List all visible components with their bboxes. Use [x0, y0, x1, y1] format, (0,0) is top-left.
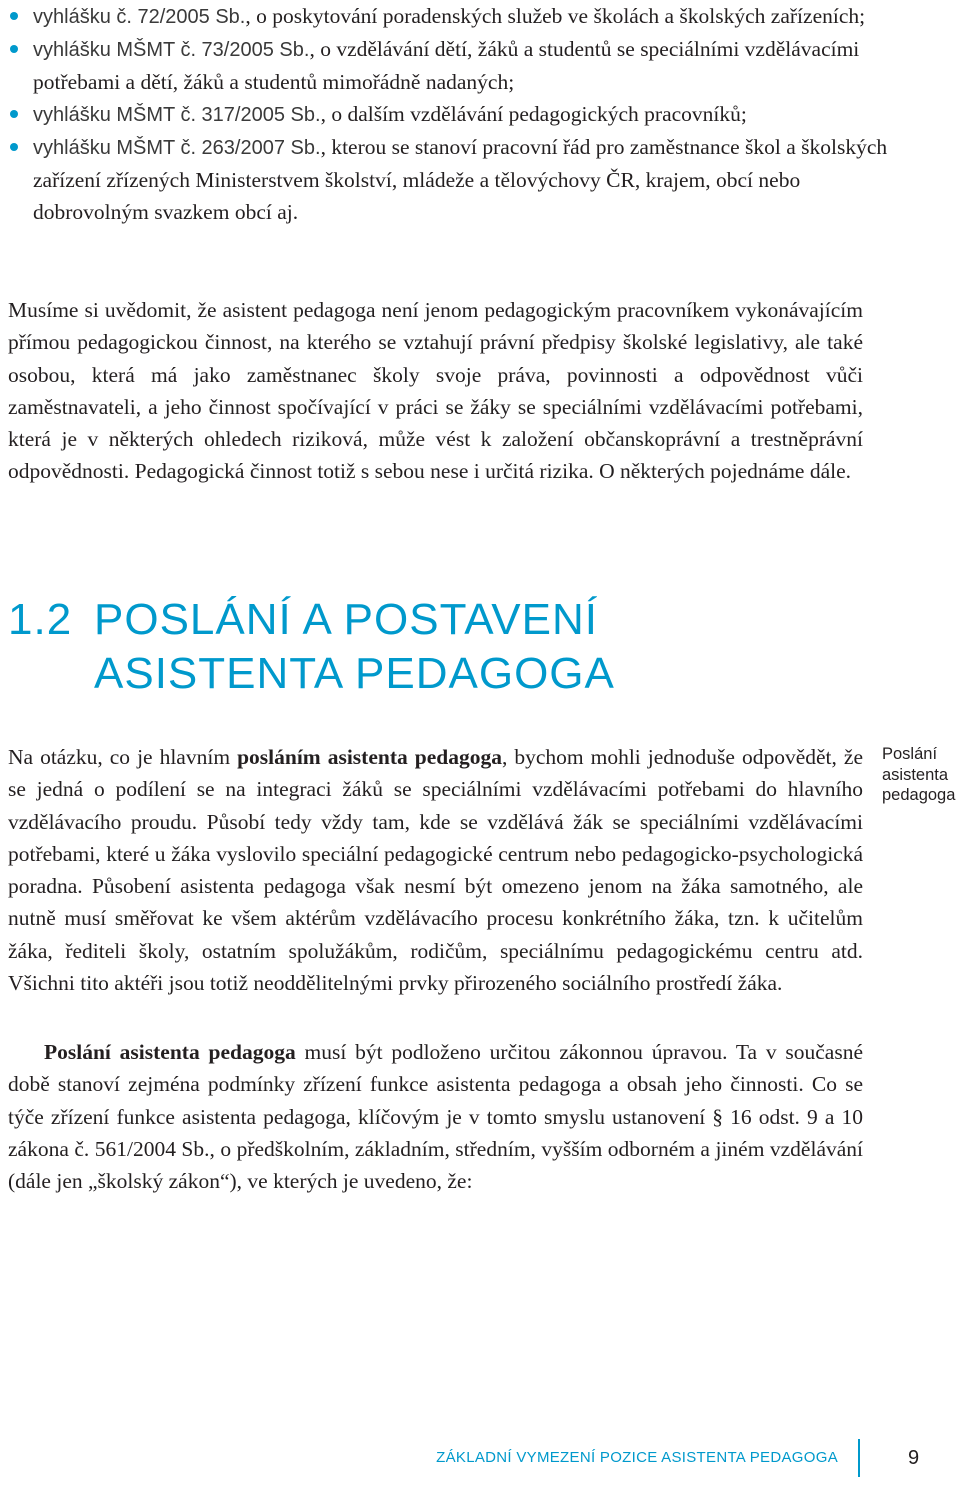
- paragraph-text: musí být podloženo určitou zákonnou úpravou. Ta v současné době stanoví zejména podmínky zřízení funkce asistenta pedagoga a obsah jeho činnosti. Co se týče zřízení funkce asistenta pedagoga, klíčovým je v tomto smyslu ustanovení § 16 odst. 9 a 10 zákona č. 561/2004 Sb., o předškolním, základním, středním, vyšším odborném a jiném vzdělávání (dále jen „školský zákon“), ve kterých je uvedeno, že:: [8, 1040, 864, 1194]
- body-paragraph-mission: [8, 741, 863, 999]
- bullet-dot-icon: [10, 143, 18, 151]
- section-heading: [8, 593, 615, 701]
- regulation-description: , o poskytování poradenských služeb ve školách a školských zařízeních;: [245, 4, 866, 28]
- paragraph-text: Na otázku, co je hlavním: [8, 745, 238, 769]
- regulation-reference: vyhlášku č. 72/2005 Sb.: [33, 6, 246, 28]
- bullet-dot-icon: [10, 45, 18, 53]
- bullet-dot-icon: [10, 110, 18, 118]
- running-title: ZÁKLADNÍ VYMEZENÍ POZICE ASISTENTA PEDAGOGA: [436, 1449, 838, 1466]
- margin-note-line: pedagoga: [882, 786, 956, 804]
- footer-divider: [858, 1439, 860, 1477]
- section-title-line2: ASISTENTA PEDAGOGA: [94, 649, 615, 698]
- list-item: [8, 131, 888, 228]
- emphasized-term: Poslání asistenta pedagoga: [44, 1040, 296, 1064]
- emphasized-term: posláním asistenta pedagoga: [237, 745, 502, 769]
- margin-note-line: asistenta: [882, 765, 949, 784]
- regulation-description: , o vzdělávání dětí, žáků a studentů se speciálními vzdělávacími potřebami a dětí, žáků a studentů mimořádně nadaných;: [33, 37, 860, 94]
- list-item: [8, 98, 888, 131]
- list-item: [8, 33, 888, 98]
- page-number: 9: [908, 1447, 920, 1469]
- list-item: [8, 0, 888, 33]
- body-paragraph-legal-basis: [8, 1036, 863, 1197]
- regulation-description: , kterou se stanoví pracovní řád pro zaměstnance škol a školských zařízení zřízených Ministerstvem školství, mládeže a tělovýchovy ČR, krajem, obcí nebo dobrovolným svazkem obcí aj.: [33, 135, 888, 224]
- bullet-dot-icon: [10, 12, 18, 20]
- legislation-bullet-list: [8, 0, 888, 228]
- margin-note-line: Poslání: [882, 745, 938, 763]
- margin-note: [882, 744, 960, 806]
- section-title-line1: POSLÁNÍ A POSTAVENÍ: [94, 595, 598, 644]
- page-footer: [0, 1437, 960, 1477]
- paragraph-text: , bychom mohli jednoduše odpovědět, že se jedná o podílení se na integraci žáků se speciálními vzdělávacími potřebami do hlavního vzdělávacího proudu. Působí tedy vždy tam, kde se vzdělává žák se speciálními vzdělávacími potřebami, které u žáka vyslovilo speciální pedagogické centrum nebo pedagogicko-psychologická poradna. Působení asistenta pedagoga však nesmí být omezeno jenom na žáka samotného, ale nutně musí směřovat ke všem aktérům vzdělávacího procesu konkrétního žáka, tzn. k učitelům žáka, řediteli školy, ostatním spolužákům, rodičům, speciálnímu pedagogickému centru atd. Všichni tito aktéři jsou totiž neoddělitelnými prvky přirozeného sociálního prostředí žáka.: [8, 745, 863, 996]
- section-number: 1.2: [8, 595, 73, 644]
- regulation-description: , o dalším vzdělávání pedagogických pracovníků;: [320, 102, 747, 126]
- body-paragraph-responsibility: Musíme si uvědomit, že asistent pedagoga není jenom pedagogickým pracovníkem vykonávajícím přímou pedagogickou činnost, na kterého se vztahují právní předpisy školské legislativy, ale také osobou, která má jako zaměstnanec školy svoje práva, povinnosti a odpovědnost vůči zaměstnavateli, a jeho činnost spočívající v práci se žáky se speciálními vzdělávacími potřebami, která je v některých ohledech riziková, může vést k založení občanskoprávní a trestněprávní odpovědnosti. Pedagogická činnost totiž s sebou nese i určitá rizika. O některých pojednáme dále.: [8, 298, 863, 484]
- regulation-reference: vyhlášku MŠMT č. 73/2005 Sb.: [33, 39, 310, 61]
- regulation-reference: vyhlášku MŠMT č. 317/2005 Sb.: [33, 104, 321, 126]
- regulation-reference: vyhlášku MŠMT č. 263/2007 Sb.: [33, 137, 321, 159]
